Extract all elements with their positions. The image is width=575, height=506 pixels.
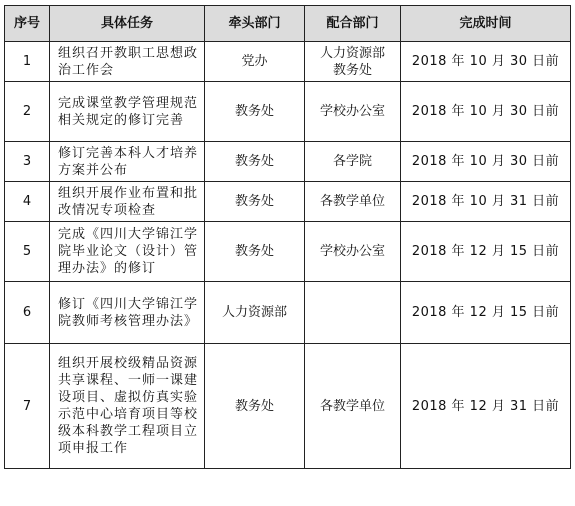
- table-row: [5, 282, 571, 344]
- row-task: 完成《四川大学锦江学院毕业论文（设计）管理办法》的修订: [50, 222, 205, 282]
- row-support-department: 各教学单位: [305, 344, 401, 469]
- row-deadline: 2018 年 12 月 31 日前: [401, 344, 571, 469]
- row-task: 修订《四川大学锦江学院教师考核管理办法》: [50, 282, 205, 344]
- row-support-department: 学校办公室: [305, 222, 401, 282]
- row-index: 7: [5, 344, 50, 469]
- row-deadline: 2018 年 10 月 30 日前: [401, 42, 571, 82]
- header-task: 具体任务: [50, 6, 205, 42]
- header-lead-department: 牵头部门: [205, 6, 305, 42]
- row-lead-department: 教务处: [205, 344, 305, 469]
- task-table: [4, 5, 571, 469]
- table-header-row: [5, 6, 571, 42]
- row-index: 4: [5, 182, 50, 222]
- row-task: 修订完善本科人才培养方案并公布: [50, 142, 205, 182]
- row-task: 组织开展校级精品资源共享课程、一师一课建设项目、虚拟仿真实验示范中心培育项目等校级本科教学工程项目立项申报工作: [50, 344, 205, 469]
- header-index: 序号: [5, 6, 50, 42]
- table-row: [5, 82, 571, 142]
- row-lead-department: 教务处: [205, 82, 305, 142]
- header-deadline: 完成时间: [401, 6, 571, 42]
- row-lead-department: 党办: [205, 42, 305, 82]
- table-row: [5, 42, 571, 82]
- row-task: 组织召开教职工思想政治工作会: [50, 42, 205, 82]
- row-index: 2: [5, 82, 50, 142]
- row-support-department: 学校办公室: [305, 82, 401, 142]
- row-index: 1: [5, 42, 50, 82]
- row-deadline: 2018 年 12 月 15 日前: [401, 222, 571, 282]
- row-task: 组织开展作业布置和批改情况专项检查: [50, 182, 205, 222]
- row-support-department: 各教学单位: [305, 182, 401, 222]
- row-deadline: 2018 年 10 月 31 日前: [401, 182, 571, 222]
- row-task: 完成课堂教学管理规范相关规定的修订完善: [50, 82, 205, 142]
- row-lead-department: 教务处: [205, 182, 305, 222]
- row-index: 3: [5, 142, 50, 182]
- row-index: 5: [5, 222, 50, 282]
- row-lead-department: 教务处: [205, 142, 305, 182]
- row-index: 6: [5, 282, 50, 344]
- table-row: [5, 222, 571, 282]
- row-deadline: 2018 年 12 月 15 日前: [401, 282, 571, 344]
- header-support-department: 配合部门: [305, 6, 401, 42]
- table-row: [5, 344, 571, 469]
- table-row: [5, 142, 571, 182]
- row-support-department: [305, 282, 401, 344]
- row-support-department: 各学院: [305, 142, 401, 182]
- row-deadline: 2018 年 10 月 30 日前: [401, 82, 571, 142]
- row-lead-department: 人力资源部: [205, 282, 305, 344]
- row-support-department: 人力资源部 教务处: [305, 42, 401, 82]
- row-deadline: 2018 年 10 月 30 日前: [401, 142, 571, 182]
- row-lead-department: 教务处: [205, 222, 305, 282]
- table-row: [5, 182, 571, 222]
